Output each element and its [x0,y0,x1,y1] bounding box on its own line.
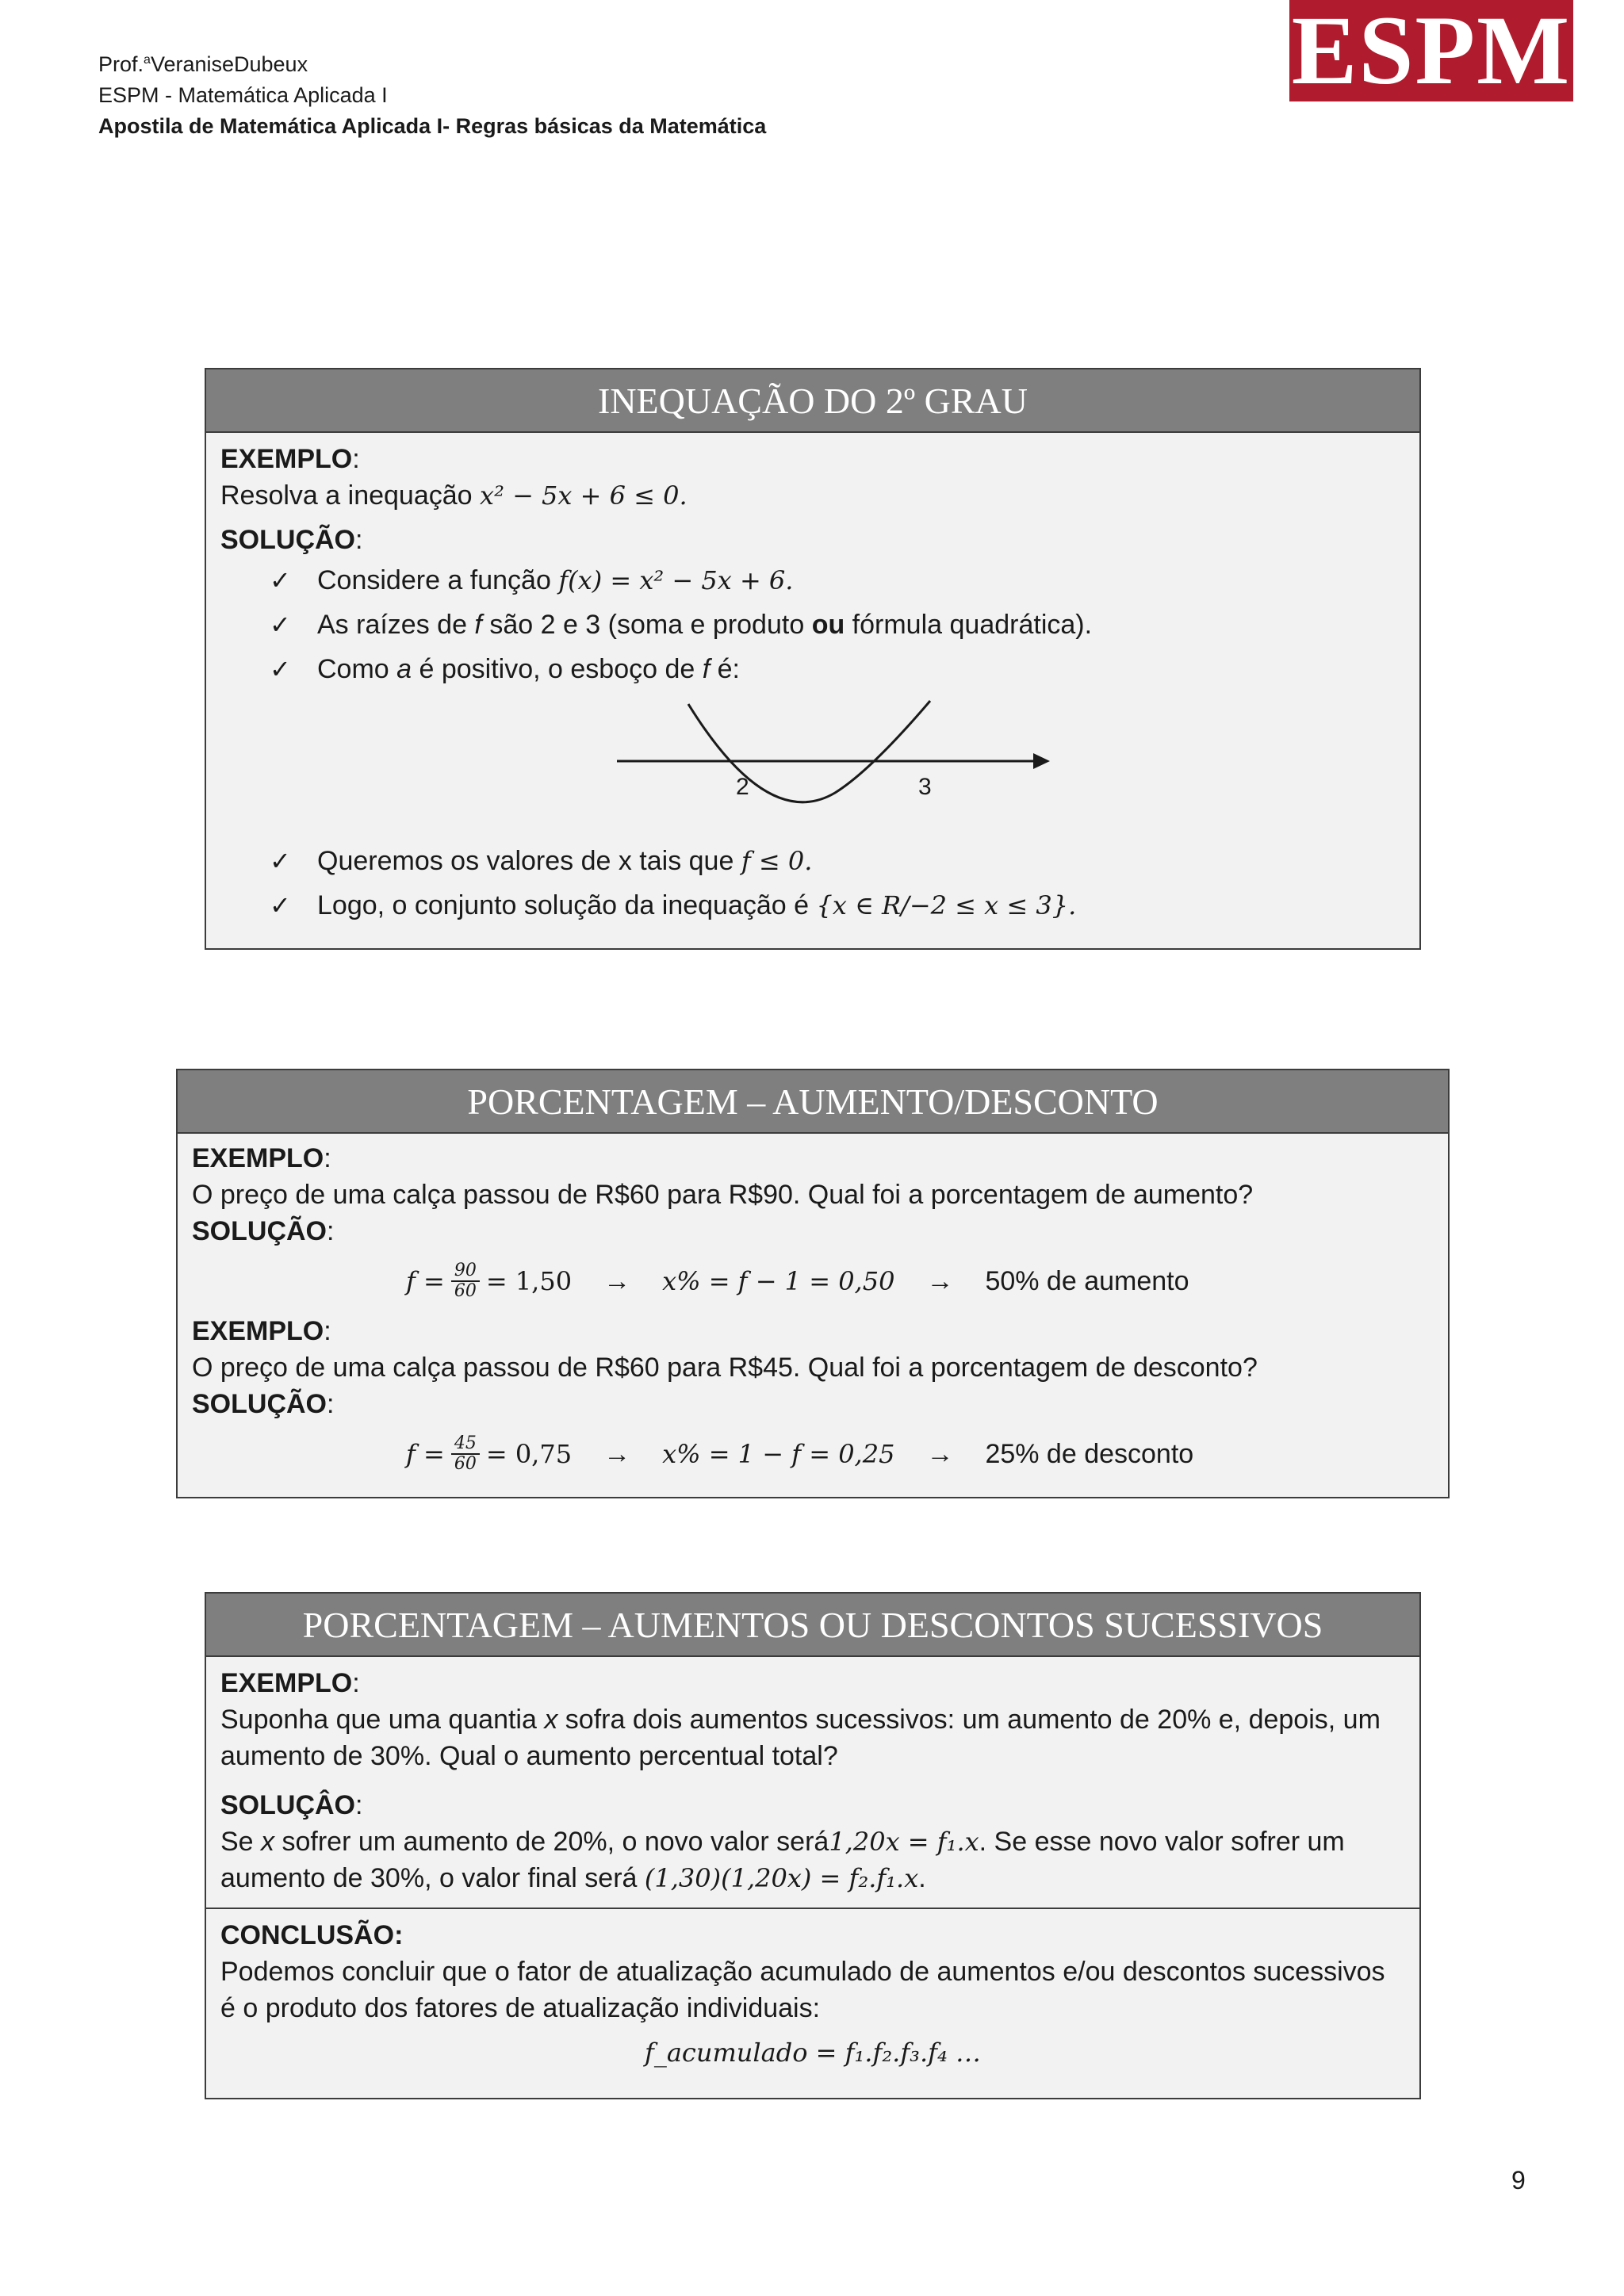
step-f: f [702,654,710,684]
solution-part: Se [220,1827,262,1857]
problem-part: sofra dois aumentos sucessivos: um aumento de 20% e, depois, um aumento de 30%. Qual o aumento percentual total? [220,1705,1381,1771]
solution-part: sofrer um aumento de 20%, o novo valor será [274,1827,829,1857]
box-title: PORCENTAGEM – AUMENTOS OU DESCONTOS SUCESSIVOS [206,1594,1419,1657]
solution-text [220,1823,1405,1896]
solucao-label: SOLUÇÂO [220,1790,355,1820]
step-text: Considere a função [317,565,559,595]
step-math: f ≤ 0. [741,846,813,876]
prof-sup: a [144,53,151,67]
formula: f_acumulado = f₁.f₂.f₃.f₄ … [645,2038,981,2068]
step-f: f [474,610,482,640]
course-line: ESPM - Matemática Aplicada I [98,83,388,107]
f-label: f = [406,1266,445,1296]
root-label-2: 2 [736,774,749,800]
problem-text: Resolva a inequação [220,480,481,511]
solution-math: (1,30)(1,20x) = f₂.f₁.x [644,1863,919,1893]
step-math: {x ∈ R/−2 ≤ x ≤ 3}. [816,890,1077,920]
problem-text [220,1701,1405,1774]
fraction-denominator: 60 [454,1281,477,1301]
conclusao-text: Podemos concluir que o fator de atualização acumulado de aumentos e/ou descontos sucessivos é o produto dos fatores de atualização individuais: [220,1957,1385,2023]
solution-part: . Se esse novo valor sofrer um aumento de 30%, o valor final será [220,1827,1345,1893]
check-icon: ✓ [270,566,291,595]
box-title: INEQUAÇÃO DO 2º GRAU [206,369,1419,433]
step-text: fórmula quadrática). [845,610,1093,640]
step-text: Queremos os valores de x tais que [317,846,741,876]
solution-x: x [261,1827,275,1857]
parabola-curve [688,701,930,802]
step-a: a [396,654,412,684]
problem-math: x² − 5x + 6 ≤ 0. [480,480,688,511]
fraction [451,1261,480,1301]
fraction [451,1434,480,1474]
exemplo-label: EXEMPLO [220,1668,353,1698]
steps-list [220,558,1405,691]
fraction-numerator: 45 [451,1434,480,1455]
box-sucessivos [205,1592,1421,2099]
prof-prefix: Prof. [98,52,144,76]
list-item [270,558,1405,603]
box-porcentagem [176,1069,1450,1498]
root-label-3: 3 [918,774,932,800]
exemplo-label: EXEMPLO [220,444,353,474]
step-bold: ou [811,610,845,640]
step-text: é: [710,654,741,684]
result-text: 25% de desconto [985,1439,1194,1469]
arrow-icon: → [603,1439,631,1469]
fraction-denominator: 60 [454,1454,477,1474]
check-icon: ✓ [270,847,291,875]
box-body: EXEMPLO: O preço de uma calça passou de R$60 para R$90. Qual foi a porcentagem de aumento? SOLUÇÃO: f = $\frac{90}{60}$ = 1,50 → x% = f − 1 = 0,50 → 50% de aumento EXEMPLO: O preço de uma calça passou de R$60 para R$45. Qual foi a porcentagem de desconto? SOLUÇÃO: f = $\frac{45}{60}$ = 0,75 → x% = 1 − f = 0,25 → 25% de desconto [178,1134,1448,1494]
page-number: 9 [1511,2166,1526,2195]
list-item [270,603,1405,647]
steps-list-2 [220,839,1405,928]
box-inequacao [205,368,1421,950]
solucao-label: SOLUÇÃO [192,1389,327,1419]
box-title: PORCENTAGEM – AUMENTO/DESCONTO [178,1070,1448,1134]
f-value: = 1,50 [485,1266,573,1296]
arrow-icon: → [926,1266,954,1296]
fraction-numerator: 90 [451,1261,480,1282]
solution-part: . [918,1863,926,1893]
step-math: f(x) = x² − 5x + 6. [558,565,794,595]
percent-equation: x% = 1 − f = 0,25 [662,1439,895,1469]
box-body: EXEMPLO: Resolva a inequação x² − 5x + 6 ≤ 0. SOLUÇÃO: ✓ Considere a função f(x) = x² − 5x + 6. ✓ As raízes de f são 2 e 3 (soma e produto ou fórmula quadrática). ✓ Como a é positivo, o esboço de f é: 2 3 ✓ Queremos os valores de x tais que f ≤ 0. ✓ Logo, o conjunto solução da inequação é {x ∈ R/−2 ≤ x ≤ 3}. [206,433,1419,936]
list-item [270,883,1405,928]
exemplo-label: EXEMPLO [192,1316,324,1346]
subtitle-line: Apostila de Matemática Aplicada I- Regras básicas da Matemática [98,114,767,138]
list-item [270,647,1405,691]
step-text: são 2 e 3 (soma e produto [481,610,812,640]
prof-name: VeraniseDubeux [150,52,308,76]
step-text: Logo, o conjunto solução da inequação é [317,890,817,920]
percent-equation: x% = f − 1 = 0,50 [662,1266,895,1296]
arrow-icon: → [603,1266,631,1296]
professor-line [98,44,766,80]
espm-logo: ESPM [1289,0,1573,101]
check-icon: ✓ [270,610,291,639]
problem-text: O preço de uma calça passou de R$60 para R$90. Qual foi a porcentagem de aumento? [192,1180,1254,1210]
list-item [270,839,1405,883]
box-body: EXEMPLO: Suponha que uma quantia x sofra dois aumentos sucessivos: um aumento de 20% e, depois, um aumento de 30%. Qual o aumento percentual total? SOLUÇÂO: Se x sofrer um aumento de 20%, o novo valor será1,20x = f₁.x. Se esse novo valor sofrer um aumento de 30%, o valor final será (1,30)(1,20x) = f₂.f₁.x. [206,1657,1419,1908]
conclusion-section [206,1908,1419,2079]
problem-text: O preço de uma calça passou de R$60 para R$45. Qual foi a porcentagem de desconto? [192,1353,1258,1383]
problem-part: Suponha que uma quantia [220,1705,545,1735]
equation-line [192,1249,1434,1313]
solution-math: 1,20x = f₁.x [829,1827,979,1857]
f-label: f = [406,1439,445,1469]
step-text: As raízes de [317,610,475,640]
page-header [98,44,766,142]
result-text: 50% de aumento [985,1266,1189,1296]
parabola-sketch [609,698,1053,832]
f-value: = 0,75 [485,1439,573,1469]
axis-arrow-icon [1033,753,1050,769]
conclusao-label: CONCLUSÃO: [220,1920,404,1950]
problem-x: x [544,1705,558,1735]
solucao-label: SOLUÇÃO [220,525,355,555]
step-text: Como [317,654,397,684]
arrow-icon: → [926,1439,954,1469]
equation-line [192,1422,1434,1486]
step-text: é positivo, o esboço de [412,654,703,684]
check-icon: ✓ [270,891,291,920]
solucao-label: SOLUÇÃO [192,1216,327,1246]
exemplo-label: EXEMPLO [192,1143,324,1173]
check-icon: ✓ [270,655,291,683]
